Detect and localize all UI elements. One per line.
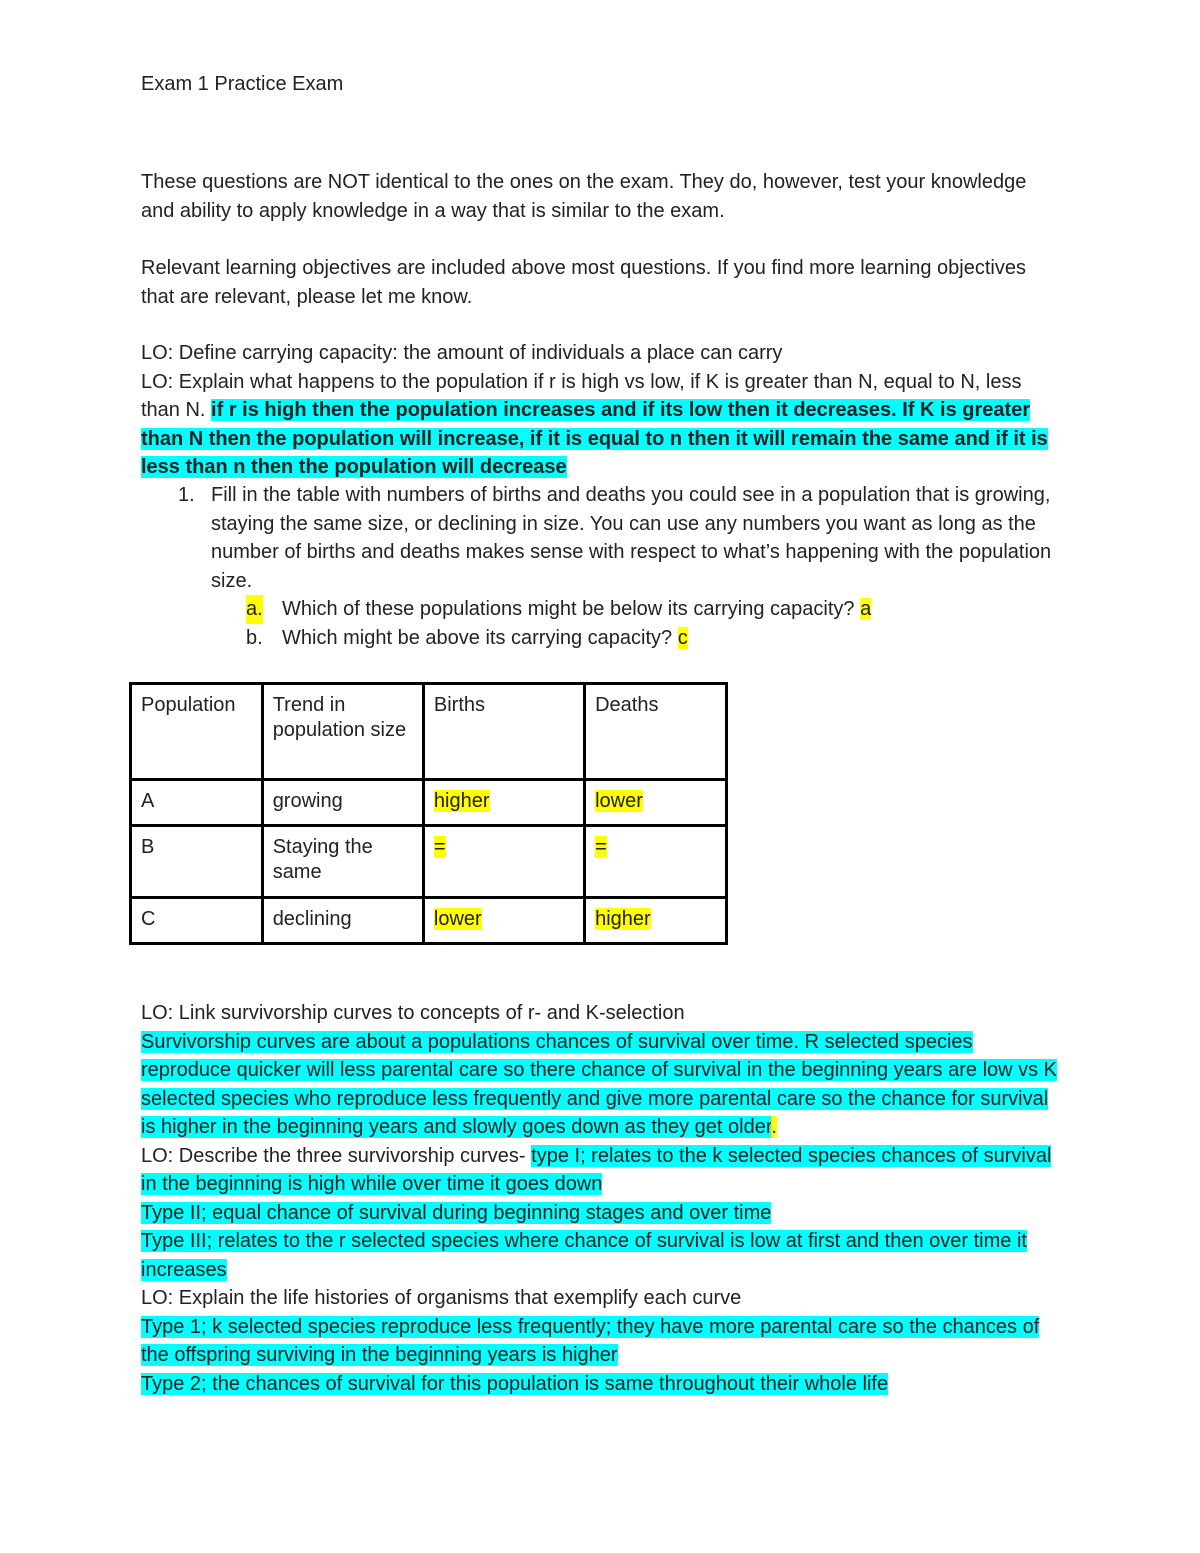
question-list: [141, 481, 1061, 652]
lo-define-carrying-capacity: LO: Define carrying capacity: the amount of individuals a place can carry: [141, 342, 783, 364]
table-header-row: [131, 684, 727, 780]
table-cell: Staying the same: [262, 826, 423, 898]
lo-link-survivorship-answer-block: [141, 1028, 1061, 1142]
lo-link-survivorship: LO: Link survivorship curves to concepts of r- and K-selection: [141, 1002, 685, 1024]
table-cell: declining: [262, 898, 423, 944]
table-cell-answer: =: [595, 836, 607, 858]
table-cell-answer: =: [433, 836, 446, 858]
table-row: [131, 780, 727, 826]
population-table: [129, 682, 728, 945]
lo-section-carrying-capacity: [141, 339, 1061, 482]
table-cell: C: [131, 898, 263, 944]
lo-describe-curves-text: LO: Describe the three survivorship curves-: [141, 1144, 532, 1167]
question-1: [141, 481, 1061, 595]
lo-link-survivorship-answer-end: .: [771, 1116, 777, 1138]
table-cell: A: [131, 780, 263, 826]
sub-question-a: [141, 595, 1061, 624]
lo-describe-curves-type3: Type III; relates to the r selected species where chance of survival is low at first and then over time it increases: [141, 1230, 1027, 1281]
lo-explain-population-text: LO: Explain what happens to the population if r is high vs low, if K is greater than N, equal to N, less than N.: [141, 370, 1022, 421]
table-cell: B: [131, 826, 263, 898]
table-header-cell: Trend in population size: [262, 684, 423, 780]
lo-life-histories-type2: Type 2; the chances of survival for this population is same throughout their whole life: [141, 1372, 889, 1395]
lo-describe-curves-type2-line: [141, 1199, 1061, 1228]
table-cell-answer: higher: [433, 790, 490, 812]
lo-life-histories: LO: Explain the life histories of organisms that exemplify each curve: [141, 1287, 742, 1309]
lo-describe-curves-type2: Type II; equal chance of survival during beginning stages and over time: [141, 1201, 772, 1224]
lo-section-survivorship: [141, 999, 1061, 1398]
document-title: Exam 1 Practice Exam: [141, 73, 344, 95]
sub-question-answer: a: [860, 598, 872, 620]
table-cell: [423, 780, 584, 826]
lo-explain-population-answer: if r is high then the population increases and if its low then it decreases. If K is greater than N then the population will increase, if it is equal to n then it will remain the same and if it is less than n then the population will decrease: [141, 399, 1048, 478]
table-cell-answer: lower: [433, 908, 482, 930]
sub-question-text: Which might be above its carrying capacity?: [282, 626, 673, 649]
table-cell: [423, 898, 584, 944]
lo-life-histories-type1: Type 1; k selected species reproduce less frequently; they have more parental care so the chances of the offspring surviving in the beginning years is higher: [141, 1315, 1040, 1366]
lo-describe-curves: [141, 1142, 1061, 1199]
lo-explain-population: [141, 368, 1061, 482]
lo-life-histories-type2-line: [141, 1370, 1061, 1399]
intro-paragraph-objectives: Relevant learning objectives are included above most questions. If you find more learning objectives that are relevant, please let me know.: [141, 257, 1026, 308]
table-cell-answer: higher: [595, 908, 651, 930]
question-number: 1.: [178, 484, 195, 506]
table-cell: [585, 780, 727, 826]
question-text: Fill in the table with numbers of births and deaths you could see in a population that is growing, staying the same size, or declining in size. You can use any numbers you want as long as the number of births and deaths makes sense with respect to what’s happening with the population size.: [211, 484, 1052, 592]
table-cell-answer: lower: [595, 790, 643, 812]
table-cell: [585, 826, 727, 898]
sub-question-label: a.: [246, 595, 263, 624]
lo-link-survivorship-answer: Survivorship curves are about a populations chances of survival over time. R selected species reproduce quicker will less parental care so there chance of survival in the beginning years are low vs K selected species who reproduce less frequently and give more parental care so the chance for survival is higher in the beginning years and slowly goes down as they get older: [141, 1030, 1058, 1138]
sub-question-text: Which of these populations might be below its carrying capacity?: [282, 598, 855, 620]
lo-describe-curves-type3-line: [141, 1227, 1061, 1284]
table-cell: [585, 898, 727, 944]
lo-life-histories-type1-line: [141, 1313, 1061, 1370]
table-header-cell: Deaths: [585, 684, 727, 780]
table-cell: [423, 826, 584, 898]
table-row: [131, 826, 727, 898]
sub-question-answer: c: [677, 626, 688, 649]
table-header-cell: Population: [131, 684, 263, 780]
table-cell: growing: [262, 780, 423, 826]
intro-paragraph: These questions are NOT identical to the ones on the exam. They do, however, test your knowledge and ability to apply knowledge in a way that is similar to the exam.: [141, 171, 1027, 222]
lo-describe-curves-type1: type I; relates to the k selected species chances of survival in the beginning is high while over time it goes down: [141, 1144, 1052, 1195]
table-header-cell: Births: [423, 684, 584, 780]
table-row: [131, 898, 727, 944]
sub-question-b: [141, 624, 1061, 653]
sub-question-label: b.: [246, 626, 263, 649]
